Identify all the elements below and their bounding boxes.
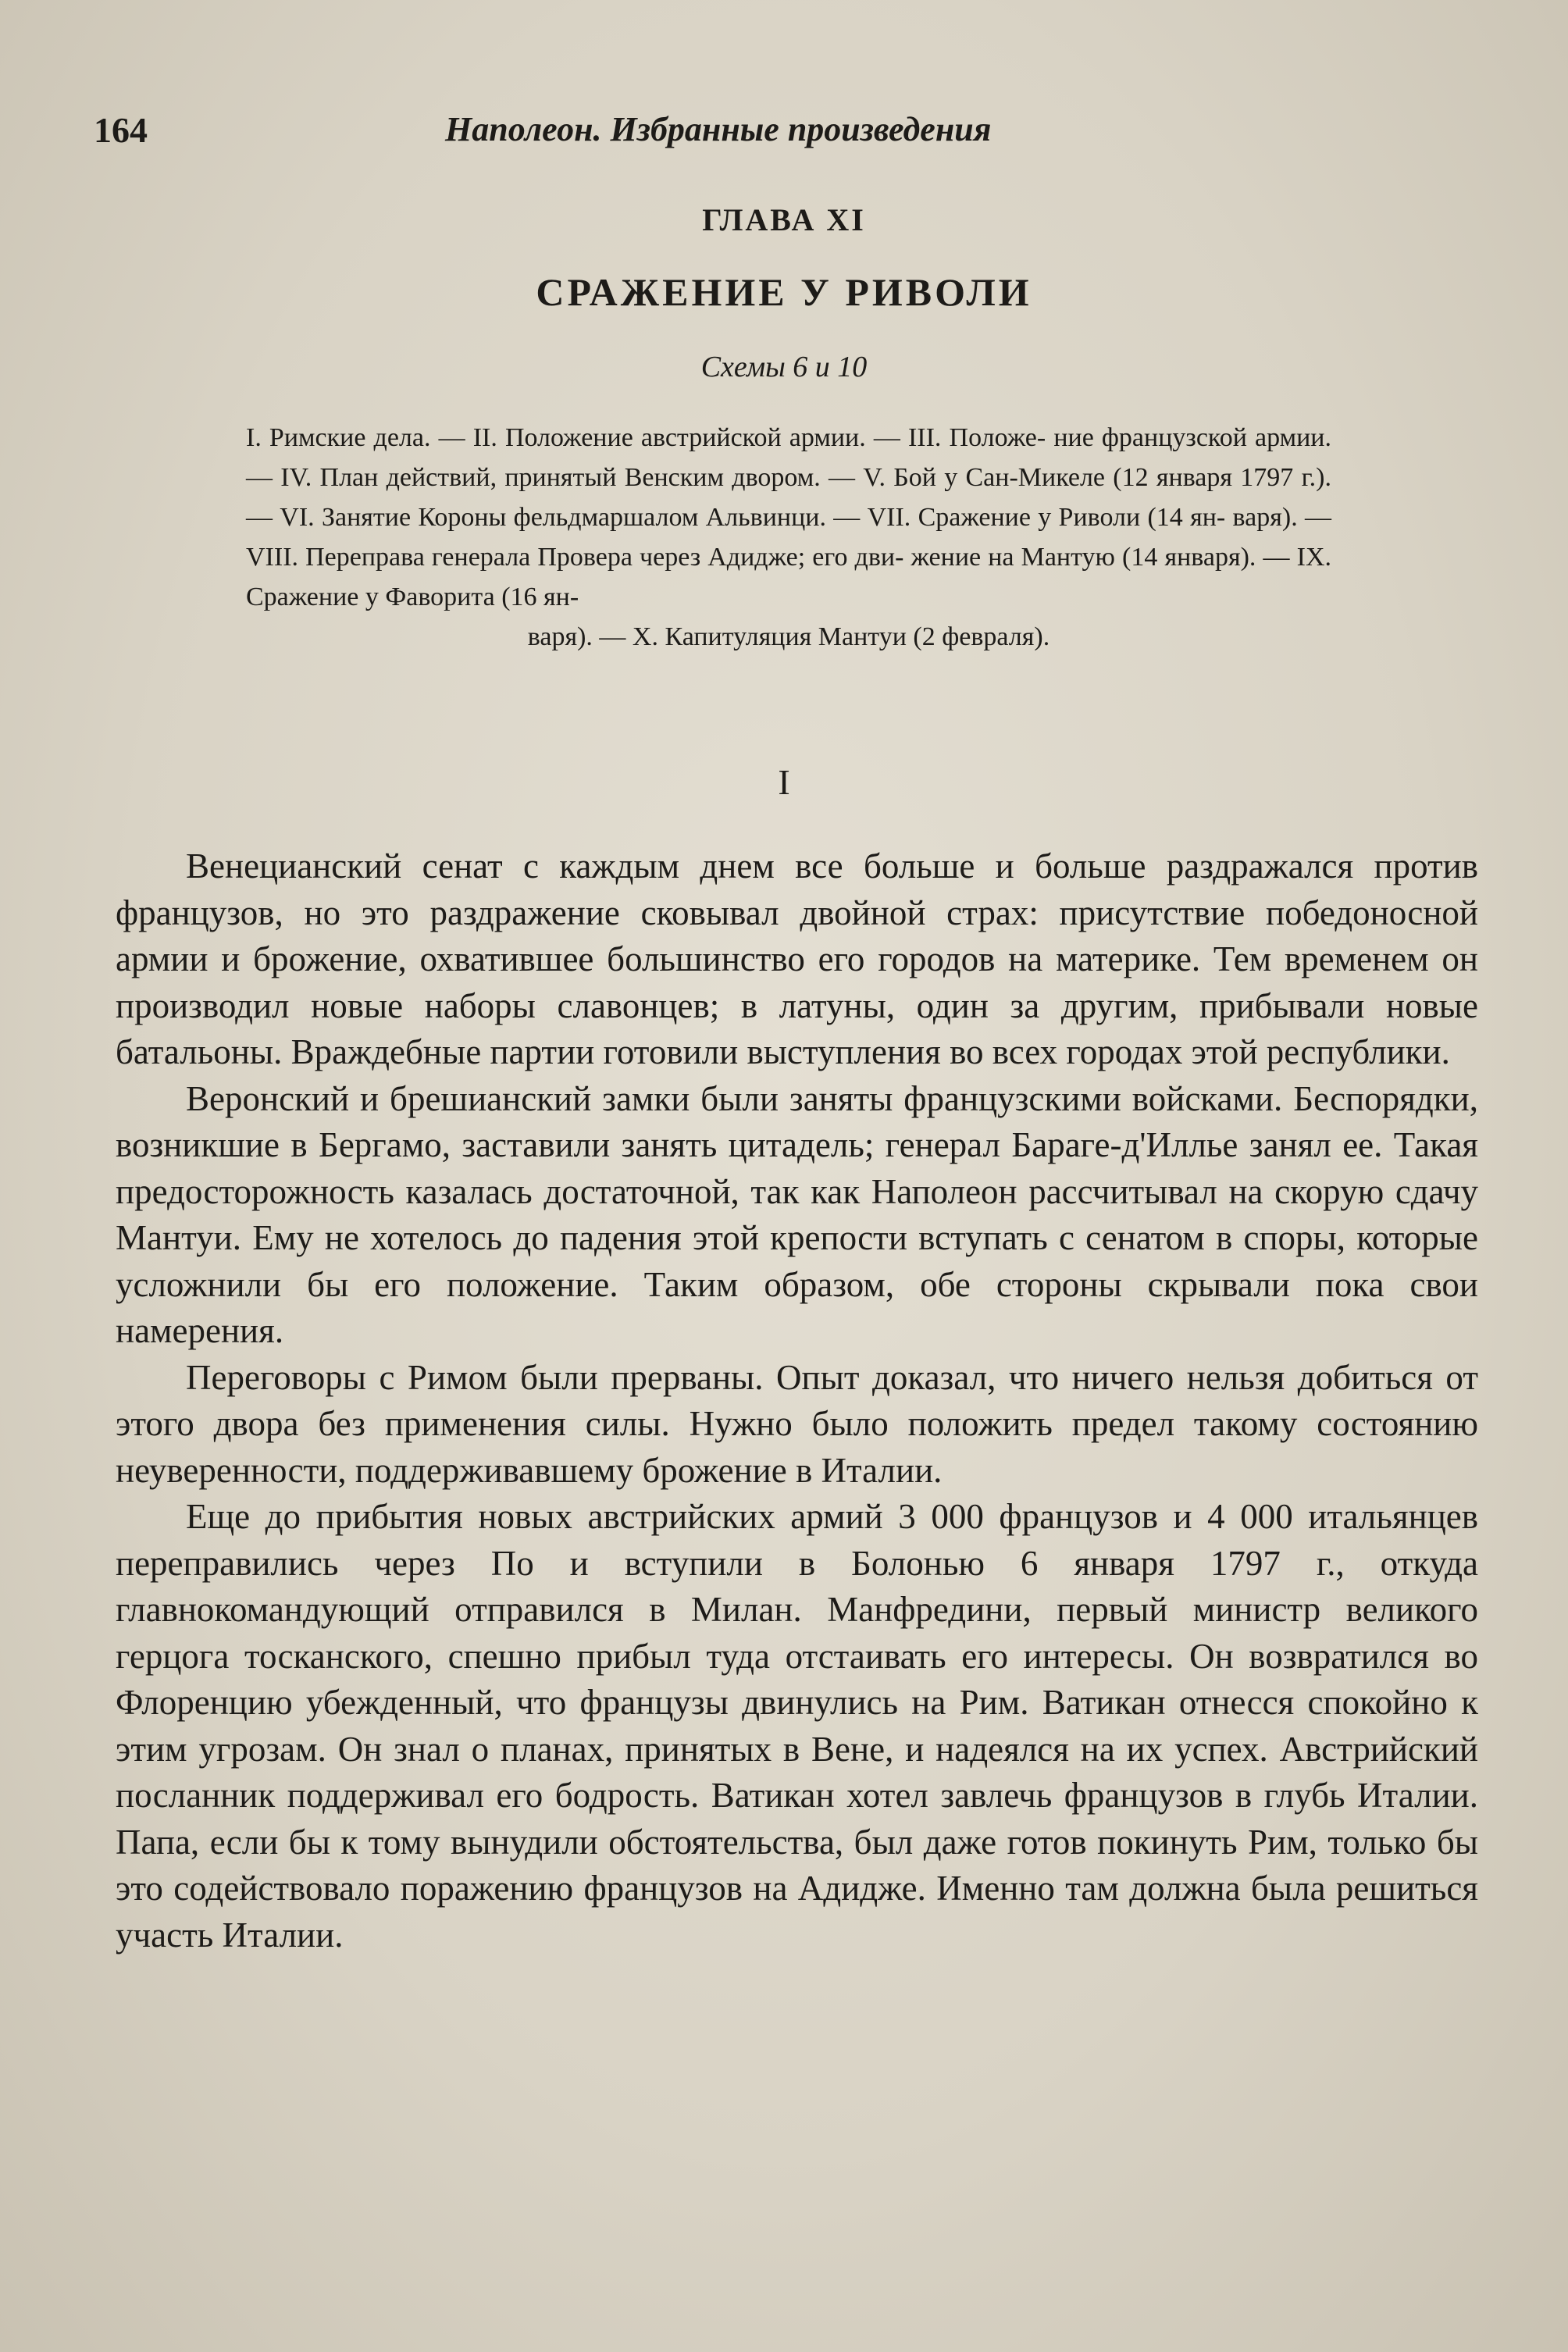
section-number: I (778, 762, 790, 802)
contents-line: Короны фельдмаршалом Альвинци. — VII. Сражение у Риволи (14 ян- (418, 503, 1233, 532)
contents-last-line: варя). — X. Капитуляция Мантуи (2 февраля). (527, 622, 1050, 651)
contents-line: ние французской армии. — IV. План действий, принятый Венским (246, 423, 1332, 492)
paragraph: Переговоры с Римом были прерваны. Опыт доказал, что ничего нельзя добиться от этого двора без применения силы. Нужно было положить предел такому состоянию неуверенности, поддерживавшему брожение в Италии. (116, 1357, 1478, 1490)
contents-line: варя). — VIII. Переправа генерала Провера через Адидже; его дви- (246, 503, 1331, 572)
paragraph: Веронский и брешианский замки были заняты французскими войсками. Беспорядки, возникшие в Бергамо, заставили занять цитадель; генерал Бараге-д'Илльe занял ее. Такая предосторожность казалась достаточной, так как Наполеон рассчитывал на скорую сдачу Мантуи. Ему не хотелось до падения этой крепости вступать с сенатом в споры, которые усложнили бы его положение. Таким образом, обе стороны скрывали пока свои намерения. (116, 1078, 1478, 1350)
contents-line: жение на Мантую (14 января). — IX. Сражение у Фаворита (16 ян- (246, 543, 1331, 611)
contents-line: двором. — V. Бой у Сан-Микеле (12 января 1797 г.). — VI. Занятие (246, 463, 1331, 532)
paragraph: Еще до прибытия новых австрийских армий 3 000 французов и 4 000 итальянцев переправились через По и вступили в Болонью 6 января 1797 г., откуда главнокомандующий отправился в Милан. Манфредини, первый министр великого герцога тосканского, спешно прибыл туда отстаивать его интересы. Он возвратился во Флоренцию убежденный, что французы двинулись на Рим. Ватикан отнесся спокойно к этим угрозам. Он знал о планах, принятых в Вене, и надеялся на их успех. Австрийский посланник поддерживал его бодрость. Ватикан хотел завлечь французов в глубь Италии. Папа, если бы к тому вынудили обстоятельства, был даже готов покинуть Рим, только бы это содействовало поражению французов на Адидже. Именно там должна была решиться участь Италии. (116, 1497, 1478, 1955)
body-text (116, 843, 1478, 1958)
contents-line: I. Римские дела. — II. Положение австрийской армии. — III. Положе- (246, 423, 1054, 452)
schemes-reference: Схемы 6 и 10 (700, 351, 868, 383)
chapter-contents (246, 418, 1331, 657)
chapter-label: ГЛАВА XI (702, 202, 866, 237)
page-number: 164 (94, 110, 148, 150)
paragraph: Венецианский сенат с каждым днем все больше и больше раздражался против французов, но это раздражение сковывал двойной страх: присутствие победоносной армии и брожение, охватившее большинство его городов на материке. Тем временем он производил новые наборы славонцев; в латуны, один за другим, прибывали новые батальоны. Враждебные партии готовили выступления во всех городах этой республики. (116, 846, 1478, 1071)
running-title: Наполеон. Избранные произведения (445, 110, 992, 148)
chapter-title: СРАЖЕНИЕ У РИВОЛИ (536, 270, 1032, 314)
